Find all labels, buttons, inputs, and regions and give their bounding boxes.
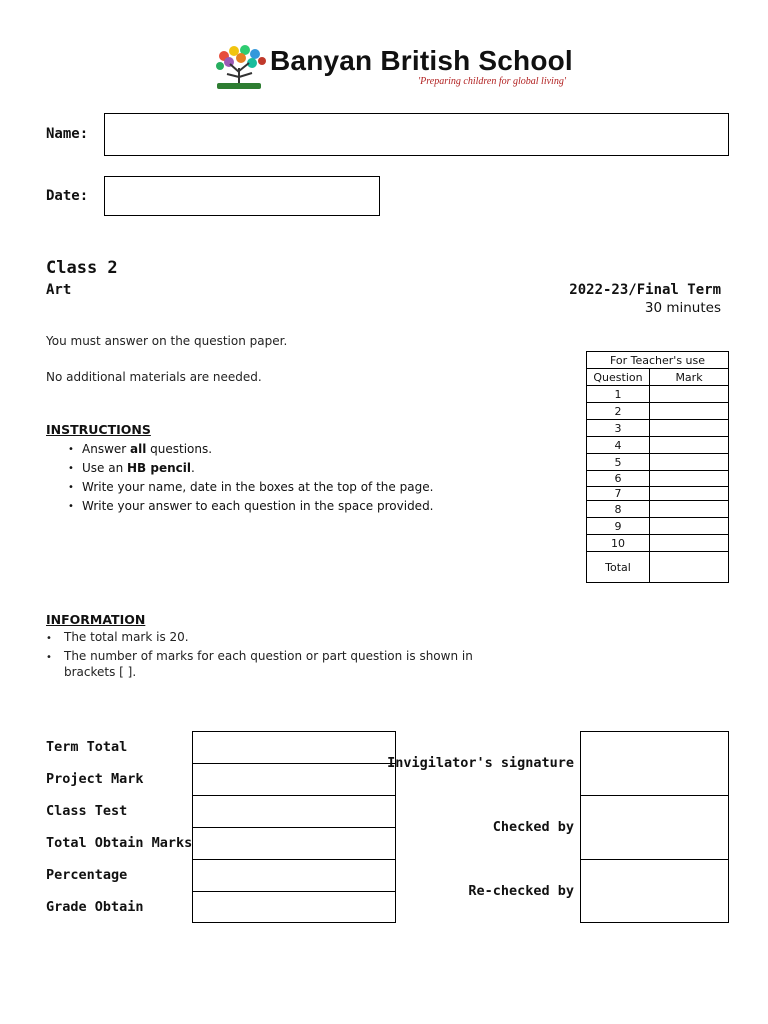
exam-duration: 30 minutes (644, 300, 721, 316)
col-mark-header: Mark (650, 369, 729, 386)
checked-by-field[interactable] (581, 796, 728, 860)
information-heading: INFORMATION (46, 612, 146, 627)
banyan-tree-icon (212, 44, 270, 92)
mark-cell[interactable] (650, 420, 729, 437)
subject: Art (46, 282, 72, 298)
note-no-materials: No additional materials are needed. (46, 370, 262, 384)
question-number: 8 (587, 501, 650, 518)
term-total-label: Term Total (46, 739, 128, 755)
rechecked-by-label: Re-checked by (468, 883, 574, 899)
date-label: Date: (46, 188, 89, 204)
question-number: 4 (587, 437, 650, 454)
total-obtain-marks-label: Total Obtain Marks (46, 835, 193, 851)
mark-cell[interactable] (650, 403, 729, 420)
instruction-item: • Write your name, date in the boxes at the top of the page. (68, 478, 434, 497)
question-number: 3 (587, 420, 650, 437)
mark-cell[interactable] (650, 437, 729, 454)
project-mark-label: Project Mark (46, 771, 144, 787)
col-question-header: Question (587, 369, 650, 386)
question-number: 5 (587, 454, 650, 471)
info-item: • The number of marks for each question or part question is shown in (46, 649, 473, 663)
info-item-continued: brackets [ ]. (64, 665, 137, 679)
teacher-use-table (586, 351, 729, 583)
instructions-list (68, 440, 434, 516)
mark-cell[interactable] (650, 535, 729, 552)
instruction-item: • Write your answer to each question in the space provided. (68, 497, 434, 516)
class-title: Class 2 (46, 258, 118, 278)
teacher-table-title: For Teacher's use (587, 352, 729, 369)
instructions-heading: INSTRUCTIONS (46, 422, 151, 437)
school-name: Banyan British School (270, 45, 573, 76)
mark-cell[interactable] (650, 501, 729, 518)
signatures-table (580, 731, 729, 923)
mark-cell[interactable] (650, 518, 729, 535)
bullet-icon: • (46, 633, 52, 644)
bullet-icon: • (46, 652, 52, 663)
info-item: • The total mark is 20. (46, 630, 189, 644)
instruction-item: • Answer all questions. (68, 440, 434, 459)
name-field[interactable] (104, 113, 729, 156)
mark-cell[interactable] (650, 386, 729, 403)
question-number: 9 (587, 518, 650, 535)
class-test-label: Class Test (46, 803, 128, 819)
question-number: 6 (587, 471, 650, 487)
instruction-item: • Use an HB pencil. (68, 459, 434, 478)
question-number: 7 (587, 487, 650, 501)
mark-cell[interactable] (650, 487, 729, 501)
invigilator-signature-label: Invigilator's signature (387, 755, 574, 771)
rechecked-by-field[interactable] (581, 860, 728, 922)
mark-cell[interactable] (650, 471, 729, 487)
checked-by-label: Checked by (492, 819, 574, 835)
school-motto: 'Preparing children for global living' (418, 76, 566, 87)
percentage-label: Percentage (46, 867, 128, 883)
question-number: 1 (587, 386, 650, 403)
question-number: 10 (587, 535, 650, 552)
date-field[interactable] (104, 176, 380, 216)
grade-obtain-label: Grade Obtain (46, 899, 144, 915)
invigilator-signature-field[interactable] (581, 732, 728, 796)
mark-cell[interactable] (650, 454, 729, 471)
question-number: 2 (587, 403, 650, 420)
total-label: Total (587, 552, 650, 583)
note-answer-on-paper: You must answer on the question paper. (46, 334, 288, 348)
exam-term: 2022-23/Final Term (569, 282, 721, 298)
total-mark-cell[interactable] (650, 552, 729, 583)
name-label: Name: (46, 126, 89, 142)
